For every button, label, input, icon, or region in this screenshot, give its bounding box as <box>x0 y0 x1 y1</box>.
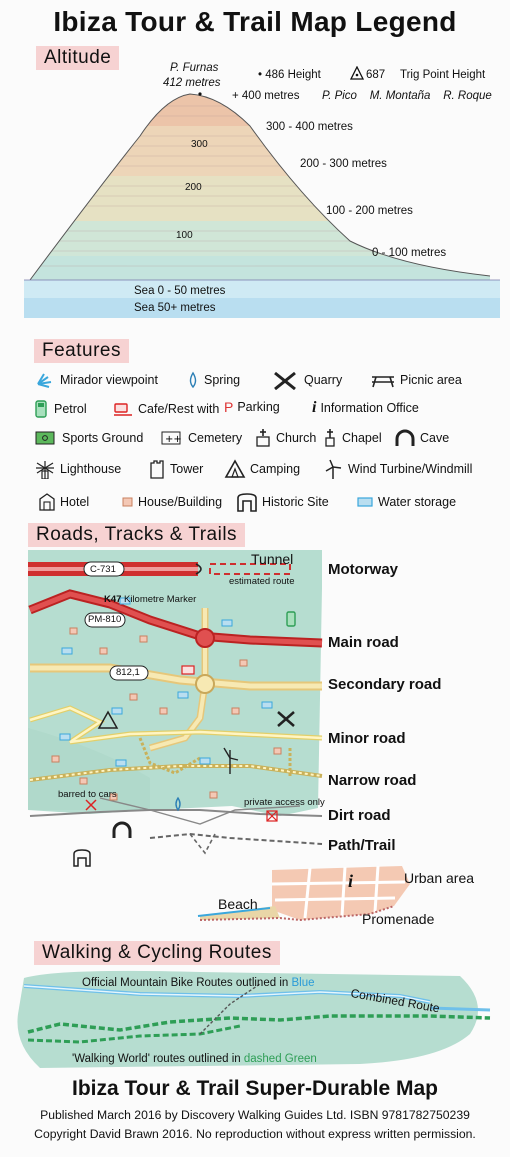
camping-icon <box>224 459 246 479</box>
abbreviations: P. Pico M. Montaña R. Roque <box>322 90 492 102</box>
features-row-2 <box>34 399 504 421</box>
c731-shield: C-731 <box>90 564 116 575</box>
km-marker-label: Kilometre Marker <box>124 594 197 605</box>
historic-site-icon <box>236 492 258 512</box>
features-heading: Features <box>34 339 129 363</box>
features-row-4 <box>34 459 504 481</box>
label-main-road: Main road <box>328 634 399 651</box>
feature-chapel: Chapel <box>342 431 382 445</box>
contour-100: 100 <box>176 230 193 241</box>
feature-camping: Camping <box>250 462 301 476</box>
routes-heading: Walking & Cycling Routes <box>34 941 280 965</box>
label-dirt-road: Dirt road <box>328 807 391 824</box>
contour-300: 300 <box>191 139 208 150</box>
bike-color-word: Blue <box>291 977 315 989</box>
peak-name: P. Furnas <box>170 62 219 74</box>
combined-route-label: Combined Route <box>349 986 441 1016</box>
petrol-icon <box>34 399 50 419</box>
estimated-route-label: estimated route <box>229 576 295 587</box>
private-label: private access only <box>244 797 325 808</box>
feature-lighthouse: Lighthouse <box>60 462 122 476</box>
label-minor-road: Minor road <box>328 730 406 747</box>
urban-area-label: Urban area <box>404 870 475 886</box>
feature-wind-turbine: Wind Turbine/Windmill <box>348 462 473 476</box>
feature-tower: Tower <box>170 462 204 476</box>
hotel-icon <box>38 492 56 512</box>
label-path-trail: Path/Trail <box>328 837 396 854</box>
feature-petrol: Petrol <box>54 402 87 416</box>
roads-heading: Roads, Tracks & Trails <box>28 523 245 547</box>
altitude-heading: Altitude <box>36 46 119 70</box>
svg-text:++: ++ <box>165 434 182 445</box>
feature-cave: Cave <box>420 431 450 445</box>
trig-label: Trig Point Height <box>400 69 486 81</box>
walk-color-word: dashed Green <box>243 1053 317 1065</box>
urban-info-icon: i <box>348 871 354 891</box>
footer-copyright: Copyright David Brawn 2016. No reproduction without express written permission. <box>34 1127 476 1141</box>
contour-200: 200 <box>185 182 202 193</box>
features-row-5 <box>34 492 504 514</box>
label-narrow-road: Narrow road <box>328 772 417 789</box>
lighthouse-icon <box>34 459 56 479</box>
page-title: Ibiza Tour & Trail Map Legend <box>53 6 457 37</box>
features-row-1 <box>34 370 504 392</box>
quarry-icon <box>270 370 300 390</box>
feature-cafe: Cafe/Rest with <box>138 402 220 416</box>
footer-publisher: Published March 2016 by Discovery Walking Guides Ltd. ISBN 9781782750239 <box>40 1108 470 1122</box>
house-icon <box>122 492 134 512</box>
wind-turbine-icon <box>322 459 344 479</box>
feature-house: House/Building <box>138 495 223 509</box>
promenade-label: Promenade <box>362 911 435 927</box>
feature-church: Church <box>276 431 317 445</box>
feature-picnic: Picnic area <box>400 373 462 387</box>
feature-cemetery: Cemetery <box>188 431 243 445</box>
sports-ground-icon <box>34 428 58 448</box>
feature-quarry: Quarry <box>304 373 343 387</box>
band-100-200: 100 - 200 metres <box>326 205 413 217</box>
altitude-profile <box>10 66 500 326</box>
feature-hotel: Hotel <box>60 495 90 509</box>
cafe-icon <box>112 399 134 419</box>
sea-deep: Sea 50+ metres <box>134 302 216 314</box>
feature-spring: Spring <box>204 373 241 387</box>
feature-info: Information Office <box>320 401 419 415</box>
spring-icon <box>186 370 200 390</box>
bike-routes-note: Official Mountain Bike Routes outlined in Blue <box>82 977 315 989</box>
r812-shield: 812,1 <box>116 667 140 678</box>
feature-sports: Sports Ground <box>62 431 144 445</box>
cave-icon <box>394 428 416 448</box>
band-0-100: 0 - 100 metres <box>372 247 447 259</box>
trig-example: 687 <box>366 69 386 81</box>
barred-label: barred to cars <box>58 789 117 800</box>
band-300-400: 300 - 400 metres <box>266 121 353 133</box>
trig-point-icon <box>350 66 364 80</box>
label-secondary-road: Secondary road <box>328 676 442 693</box>
height-example: • 486 Height <box>258 69 321 81</box>
church-icon <box>254 428 272 448</box>
pm810-shield: PM-810 <box>88 614 122 625</box>
picnic-icon <box>370 370 396 390</box>
footer-title: Ibiza Tour & Trail Super-Durable Map <box>72 1077 438 1100</box>
k47-label: K47 <box>104 594 122 605</box>
mirador-icon <box>34 370 56 390</box>
label-motorway: Motorway <box>328 561 399 578</box>
info-icon: i <box>312 399 317 416</box>
sea-shallow: Sea 0 - 50 metres <box>134 285 226 297</box>
feature-parking: Parking <box>237 400 280 414</box>
feature-historic: Historic Site <box>262 495 329 509</box>
cemetery-icon <box>160 428 184 448</box>
tower-icon <box>148 459 166 479</box>
chapel-icon <box>322 428 338 448</box>
features-row-3 <box>34 428 504 450</box>
feature-mirador: Mirador viewpoint <box>60 373 158 387</box>
parking-icon: P <box>224 399 234 415</box>
feature-water-storage: Water storage <box>378 495 457 509</box>
beach-label: Beach <box>218 896 258 912</box>
water-storage-icon <box>356 492 374 512</box>
peak-height: 412 metres <box>163 77 221 89</box>
band-400-plus: + 400 metres <box>232 90 300 102</box>
walking-routes-note: 'Walking World' routes outlined in dashed Green <box>72 1053 317 1065</box>
tunnel-label: Tunnel <box>251 551 294 567</box>
band-200-300: 200 - 300 metres <box>300 158 387 170</box>
